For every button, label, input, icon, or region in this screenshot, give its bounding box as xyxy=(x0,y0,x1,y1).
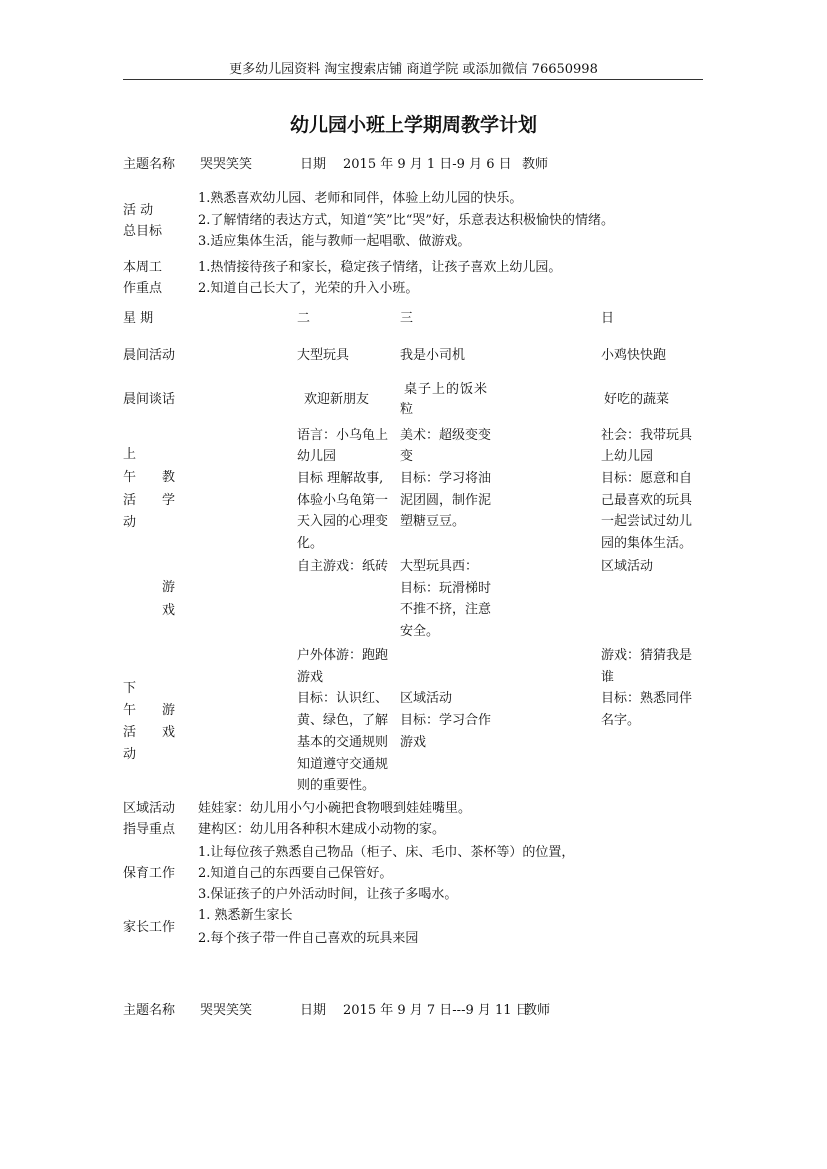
am-teach-sun: 社会：我带玩具 xyxy=(601,428,693,443)
date-value: 2015 年 9 月 1 日-9 月 6 日 xyxy=(343,157,512,172)
parent-item: 1. 熟悉新生家长 xyxy=(198,908,293,923)
care-item: 3.保证孩子的户外活动时间，让孩子多喝水。 xyxy=(198,887,458,902)
pm-sun: 游戏：猜猜我是 xyxy=(601,648,693,663)
focus-label-1: 本周工 xyxy=(123,260,163,275)
pm-wed: 目标：学习合作 xyxy=(400,713,492,728)
am-game-wed: 不推不挤，注意 xyxy=(400,602,492,617)
week-label: 星 期 xyxy=(123,311,154,326)
date-label: 日期 xyxy=(300,157,327,172)
am-label-char: 午 xyxy=(123,470,137,485)
am-label-char: 上 xyxy=(123,447,137,462)
pm-sun: 谁 xyxy=(601,670,615,685)
date-value-2: 2015 年 9 月 7 日---9 月 11 日 xyxy=(343,1003,529,1018)
am-game-sun: 区域活动 xyxy=(601,559,654,574)
am-game-wed: 目标：玩滑梯时 xyxy=(400,581,492,596)
am-teach-tue: 幼儿园 xyxy=(297,449,337,464)
am-game-tue: 自主游戏：纸砖 xyxy=(297,559,389,574)
morning-talk-sun: 好吃的蔬菜 xyxy=(604,392,670,407)
teacher-label-2: 教师 xyxy=(524,1003,551,1018)
pm-sun: 名字。 xyxy=(601,713,641,728)
am-teach-tue: 目标 理解故事, xyxy=(297,471,384,486)
am-teach-sun: 己最喜欢的玩具 xyxy=(601,493,693,508)
focus-label-2: 作重点 xyxy=(123,281,163,296)
day-tue: 二 xyxy=(297,311,311,326)
pm-label-char: 动 xyxy=(123,747,137,762)
am-game-char: 游 xyxy=(162,580,176,595)
am-teach-char: 学 xyxy=(162,493,176,508)
am-teach-sun: 目标：愿意和自 xyxy=(601,471,693,486)
pm-tue: 游戏 xyxy=(297,670,324,685)
am-game-wed: 大型玩具西： xyxy=(400,559,479,574)
theme-value: 哭哭笑笑 xyxy=(200,157,253,172)
pm-label-char: 活 xyxy=(123,725,137,740)
morning-talk-wed: 桌子上的饭米 xyxy=(404,382,489,397)
am-teach-tue: 体验小乌龟第一 xyxy=(297,493,389,508)
am-teach-wed: 变 xyxy=(400,449,414,464)
pm-wed: 游戏 xyxy=(400,735,427,750)
pm-tue: 则的重要性。 xyxy=(297,778,376,793)
am-game-char: 戏 xyxy=(162,603,176,618)
area-label-2: 指导重点 xyxy=(123,822,176,837)
morning-activity-label: 晨间活动 xyxy=(123,348,176,363)
am-teach-wed: 塑糖豆豆。 xyxy=(400,514,466,529)
care-label: 保育工作 xyxy=(123,866,176,881)
morning-talk-wed-2: 粒 xyxy=(400,402,414,417)
morning-talk-tue: 欢迎新朋友 xyxy=(304,392,370,407)
pm-sun: 目标：熟悉同伴 xyxy=(601,691,693,706)
am-teach-tue: 语言：小乌龟上 xyxy=(297,428,389,443)
parent-label: 家长工作 xyxy=(123,920,176,935)
am-label-char: 活 xyxy=(123,493,137,508)
am-teach-wed: 泥团圆，制作泥 xyxy=(400,493,492,508)
area-item: 建构区：幼儿用各种积木建成小动物的家。 xyxy=(198,822,446,837)
pm-tue: 黄、绿色，了解 xyxy=(297,713,389,728)
pm-tue: 户外体游：跑跑 xyxy=(297,648,389,663)
am-teach-wed: 美术：超级变变 xyxy=(400,428,492,443)
area-label-1: 区域活动 xyxy=(123,801,176,816)
morning-activity-sun: 小鸡快快跑 xyxy=(601,348,667,363)
am-teach-sun: 一起尝试过幼儿 xyxy=(601,514,693,529)
focus-item: 1.热情接待孩子和家长，稳定孩子情绪，让孩子喜欢上幼儿园。 xyxy=(198,260,562,275)
goal-item: 2.了解情绪的表达方式，知道“笑”比“哭”好，乐意表达积极愉快的情绪。 xyxy=(198,213,614,228)
area-item: 娃娃家：幼儿用小勺小碗把食物喂到娃娃嘴里。 xyxy=(198,801,472,816)
parent-item: 2.每个孩子带一件自己喜欢的玩具来园 xyxy=(198,931,419,946)
pm-tue: 基本的交通规则 xyxy=(297,735,389,750)
am-teach-sun: 园的集体生活。 xyxy=(601,536,693,551)
theme-label-2: 主题名称 xyxy=(123,1003,176,1018)
pm-game-char: 戏 xyxy=(162,725,176,740)
goal-label-2: 总目标 xyxy=(123,224,163,239)
morning-talk-label: 晨间谈话 xyxy=(123,392,176,407)
am-teach-tue: 天入园的心理变 xyxy=(297,514,389,529)
teacher-label: 教师 xyxy=(522,157,549,172)
page-header: 更多幼儿园资料 淘宝搜索店铺 商道学院 或添加微信 76650998 xyxy=(229,62,598,77)
theme-label: 主题名称 xyxy=(123,157,176,172)
pm-wed: 区域活动 xyxy=(400,691,453,706)
pm-tue: 目标：认识红、 xyxy=(297,691,389,706)
am-teach-wed: 目标：学习将油 xyxy=(400,471,492,486)
day-wed: 三 xyxy=(400,311,414,326)
am-teach-tue: 化。 xyxy=(297,536,324,551)
pm-label-char: 午 xyxy=(123,703,137,718)
date-label-2: 日期 xyxy=(300,1003,327,1018)
pm-game-char: 游 xyxy=(162,703,176,718)
goal-item: 3.适应集体生活，能与教师一起唱歌、做游戏。 xyxy=(198,234,471,249)
theme-value-2: 哭哭笑笑 xyxy=(200,1003,253,1018)
page-title: 幼儿园小班上学期周教学计划 xyxy=(289,114,537,136)
am-label-char: 动 xyxy=(123,515,137,530)
header-divider xyxy=(123,79,703,80)
day-sun: 日 xyxy=(601,311,615,326)
pm-tue: 知道遵守交通规 xyxy=(297,757,389,772)
care-item: 2.知道自己的东西要自己保管好。 xyxy=(198,866,393,881)
am-teach-sun: 上幼儿园 xyxy=(601,449,654,464)
am-teach-char: 教 xyxy=(162,470,176,485)
goal-item: 1.熟悉喜欢幼儿园、老师和同伴，体验上幼儿园的快乐。 xyxy=(198,191,523,206)
morning-activity-wed: 我是小司机 xyxy=(400,348,466,363)
pm-label-char: 下 xyxy=(123,681,137,696)
goal-label-1: 活 动 xyxy=(123,203,154,218)
am-game-wed: 安全。 xyxy=(400,624,440,639)
focus-item: 2.知道自己长大了，光荣的升入小班。 xyxy=(198,281,419,296)
morning-activity-tue: 大型玩具 xyxy=(297,348,350,363)
care-item: 1.让每位孩子熟悉自己物品（柜子、床、毛巾、茶杯等）的位置， xyxy=(198,845,575,860)
